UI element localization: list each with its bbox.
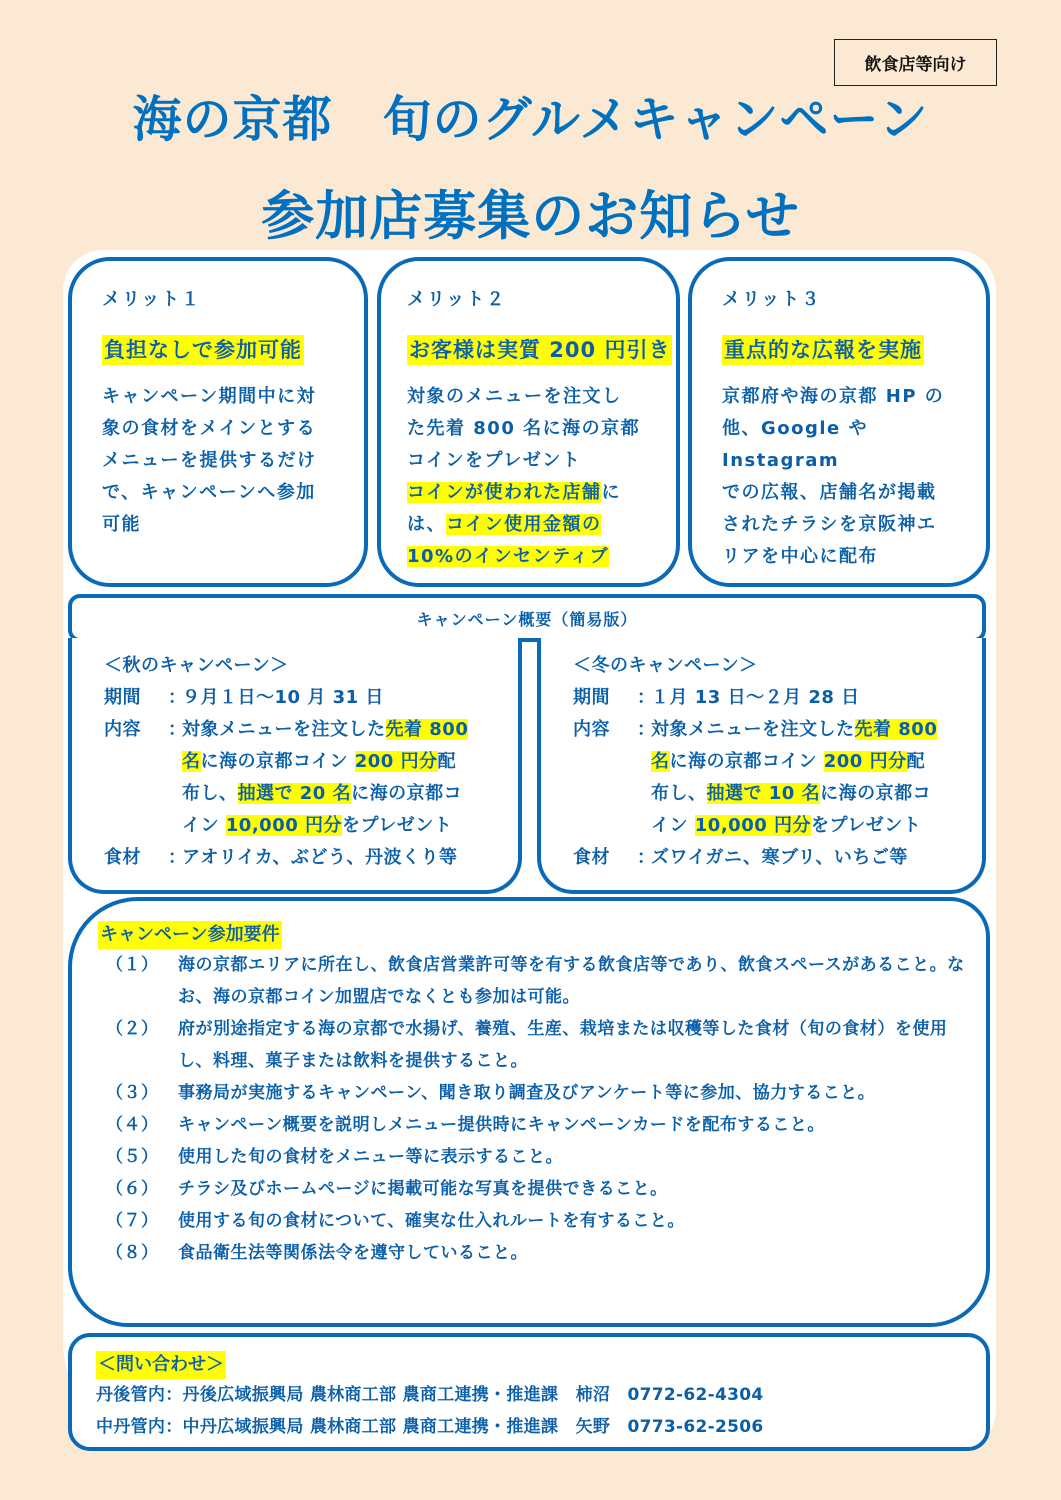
ingredients-row: 食材 ： アオリイカ、ぶどう、丹波くり等 <box>104 842 518 874</box>
requirements-box <box>68 897 990 1327</box>
merit-body-line: た先着 800 名に海の京都 <box>407 418 641 439</box>
ingredients-row: 食材 ： ズワイガニ、寒ブリ、いちご等 <box>573 842 982 874</box>
merit-headline: 負担なしで参加可能 <box>102 335 304 365</box>
merit-body-line: 対象のメニューを注文し <box>407 386 622 407</box>
merit-body-line: は、コイン使用金額の <box>407 514 602 535</box>
merit-body-line: 可能 <box>102 514 141 535</box>
merit-body-line: コインが使われた店舗に <box>407 482 621 503</box>
contact-line-tango: 丹後管内：丹後広域振興局 農林商工部 農商工連携・推進課 柿沼 0772-62-4304 <box>96 1385 764 1405</box>
merit-body-line: 10%のインセンティブ <box>407 546 610 567</box>
merit-body <box>102 381 364 541</box>
merit-body-line: 他、Google や Instagram <box>722 418 869 471</box>
merit-body-line: コインをプレゼント <box>407 450 582 471</box>
merit-body <box>407 381 676 573</box>
content-label: 内容 <box>573 719 610 740</box>
merit-body-line: リアを中心に配布 <box>722 546 878 567</box>
contact-line-chutan: 中丹管内：中丹広域振興局 農林商工部 農商工連携・推進課 矢野 0773-62-2506 <box>96 1417 764 1437</box>
phone-number: 0772-62-4304 <box>627 1385 764 1405</box>
requirements-header: キャンペーン参加要件 <box>98 921 282 949</box>
ingredients-label: 食材 <box>573 847 610 868</box>
merit-body-line: での広報、店舗名が掲載 <box>722 482 937 503</box>
page-subtitle: 参加店募集のお知らせ <box>261 186 800 247</box>
requirement-item: （２） 府が別途指定する海の京都で水揚げ、養殖、生産、栽培または収穫等した食材（旬の食材）を使用し、料理、菓子または飲料を提供すること。 <box>106 1019 948 1071</box>
content-line: 布し、抽選で 10 名に海の京都コ <box>651 783 932 804</box>
phone-number: 0773-62-2506 <box>627 1417 764 1437</box>
merit-headline: お客様は実質 200 円引き <box>407 335 672 365</box>
content-line: イン 10,000 円分をプレゼント <box>182 815 453 836</box>
content-label: 内容 <box>104 719 141 740</box>
summary-header: キャンペーン概要（簡易版） <box>68 594 986 642</box>
content-row: 内容 ： 対象メニューを注文した先着 800 <box>104 714 518 746</box>
season-title: ＜秋のキャンペーン＞ <box>104 655 289 676</box>
merit-card-2 <box>377 257 680 587</box>
requirement-item: （４） キャンペーン概要を説明しメニュー提供時にキャンペーンカードを配布すること。 <box>106 1115 825 1135</box>
merit-body-line: キャンペーン期間中に対 <box>102 386 317 407</box>
merit-body-line: で、キャンペーンへ参加 <box>102 482 316 503</box>
requirement-item: （３） 事務局が実施するキャンペーン、聞き取り調査及びアンケート等に参加、協力すること。 <box>106 1083 876 1103</box>
requirement-item: （８） 食品衛生法等関係法令を遵守していること。 <box>106 1243 528 1263</box>
merit-label: メリット３ <box>722 289 822 310</box>
period-label: 期間 <box>573 687 610 708</box>
content-row: 内容 ： 対象メニューを注文した先着 800 <box>573 714 982 746</box>
period-value: ９月１日～10 月 31 日 <box>182 687 384 708</box>
ingredients-label: 食材 <box>104 847 141 868</box>
content-line: 布し、抽選で 20 名に海の京都コ <box>182 783 463 804</box>
requirement-item: （７） 使用する旬の食材について、確実な仕入れルートを有すること。 <box>106 1211 685 1231</box>
content-line: イン 10,000 円分をプレゼント <box>651 815 922 836</box>
contact-header: ＜問い合わせ＞ <box>96 1351 226 1379</box>
merit-body <box>722 381 986 573</box>
season-title: ＜冬のキャンペーン＞ <box>573 655 758 676</box>
requirement-item: （５） 使用した旬の食材をメニュー等に表示すること。 <box>106 1147 563 1167</box>
autumn-campaign <box>68 638 522 894</box>
period-row: 期間 ： １月 13 日～２月 28 日 <box>573 682 982 714</box>
merit-body-line: されたチラシを京阪神エ <box>722 514 937 535</box>
merit-headline: 重点的な広報を実施 <box>722 335 924 365</box>
period-row: 期間 ： ９月１日～10 月 31 日 <box>104 682 518 714</box>
merit-card-1 <box>68 257 368 587</box>
audience-badge: 飲食店等向け <box>834 39 997 86</box>
merit-label: メリット１ <box>102 289 202 310</box>
merit-body-line: 象の食材をメインとする <box>102 418 317 439</box>
merit-body-line: メニューを提供するだけ <box>102 450 317 471</box>
merit-label: メリット２ <box>407 289 507 310</box>
period-label: 期間 <box>104 687 141 708</box>
requirement-item: （６） チラシ及びホームページに掲載可能な写真を提供できること。 <box>106 1179 668 1199</box>
merit-body-line: 京都府や海の京都 HP の <box>722 386 945 407</box>
requirement-item: （１） 海の京都エリアに所在し、飲食店営業許可等を有する飲食店等であり、飲食スペースがあること。なお、海の京都コイン加盟店でなくとも参加は可能。 <box>106 955 965 1007</box>
winter-campaign <box>537 638 986 894</box>
ingredients-value: ズワイガニ、寒ブリ、いちご等 <box>651 847 908 868</box>
contact-box <box>68 1333 990 1451</box>
content-line: 名に海の京都コイン 200 円分配 <box>182 751 457 772</box>
period-value: １月 13 日～２月 28 日 <box>651 687 860 708</box>
content-line: 名に海の京都コイン 200 円分配 <box>651 751 926 772</box>
page-title: 海の京都 旬のグルメキャンペーン <box>132 91 929 148</box>
merit-card-3 <box>688 257 990 587</box>
ingredients-value: アオリイカ、ぶどう、丹波くり等 <box>182 847 458 868</box>
